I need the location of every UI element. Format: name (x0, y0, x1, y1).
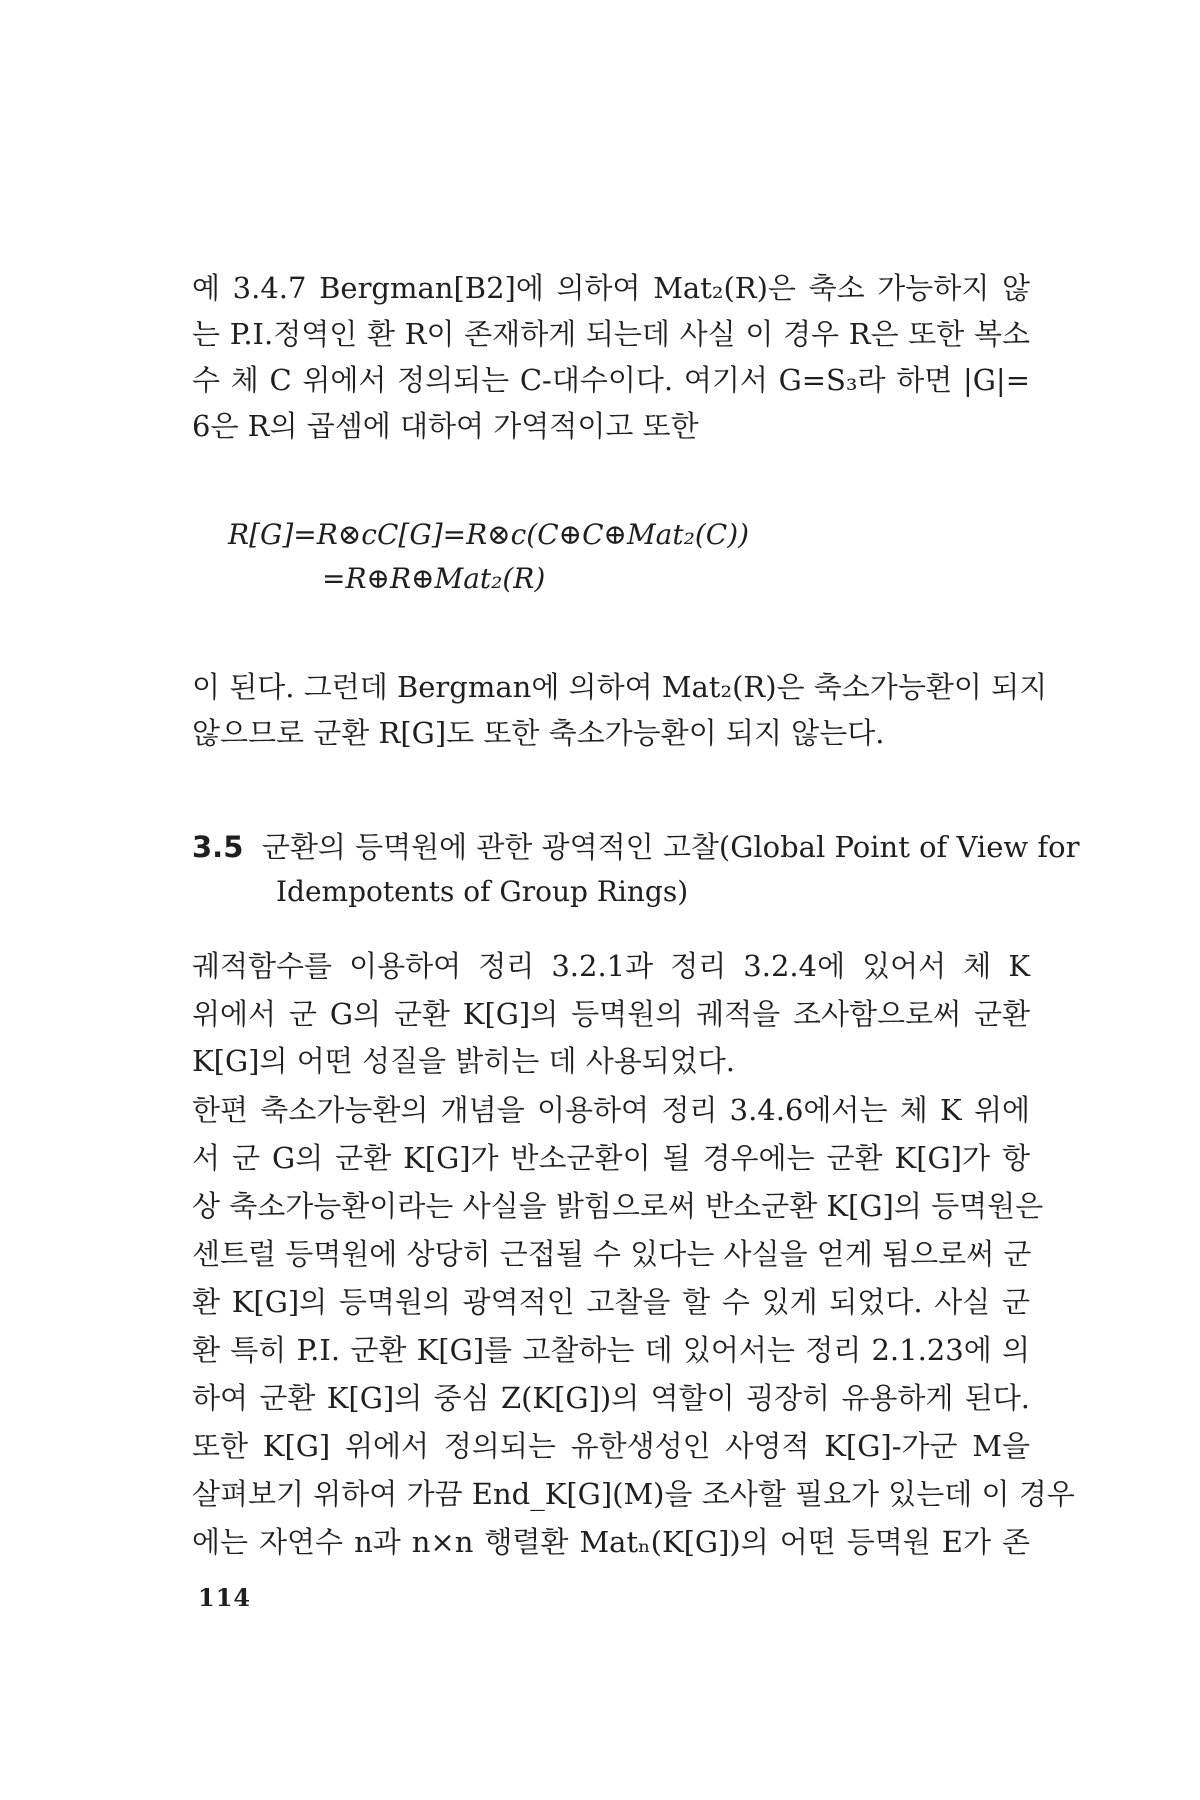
example-line-2: 는 P.I.정역인 환 R이 존재하게 되는데 사실 이 경우 R은 또한 복소 (192, 317, 1030, 351)
paragraph-2-line-8: 또한 K[G] 위에서 정의되는 유한생성인 사영적 K[G]-가군 M을 (192, 1429, 1030, 1463)
paragraph-2-line-3: 상 축소가능환이라는 사실을 밝힘으로써 반소군환 K[G]의 등멱원은 (192, 1189, 1044, 1223)
paragraph-2-line-7: 하여 군환 K[G]의 중심 Z(K[G])의 역할이 굉장히 유용하게 된다. (192, 1381, 1030, 1415)
equation-line-1: R[G]=R⊗cC[G]=R⊗c(C⊕C⊕Mat₂(C)) (228, 518, 750, 551)
paragraph-2-line-10: 에는 자연수 n과 n×n 행렬환 Matₙ(K[G])의 어떤 등멱원 E가 존 (192, 1525, 1030, 1559)
section-title-line-2: Idempotents of Group Rings) (276, 875, 689, 908)
example-line-3: 수 체 C 위에서 정의되는 C-대수이다. 여기서 G=S₃라 하면 |G|= (192, 363, 1030, 397)
paragraph-2-line-6: 환 특히 P.I. 군환 K[G]를 고찰하는 데 있어서는 정리 2.1.23에 의 (192, 1333, 1030, 1367)
page-number: 114 (198, 1583, 252, 1612)
paragraph-2-line-9: 살펴보기 위하여 가끔 End_K[G](M)을 조사할 필요가 있는데 이 경우 (192, 1477, 1075, 1511)
section-number: 3.5 (192, 830, 244, 864)
example-line-4: 6은 R의 곱셈에 대하여 가역적이고 또한 (192, 409, 699, 443)
section-heading-line-1 (192, 826, 1080, 868)
example-line-1: 예 3.4.7 Bergman[B2]에 의하여 Mat₂(R)은 축소 가능하지 않 (192, 271, 1030, 305)
paragraph-1-line-1: 궤적함수를 이용하여 정리 3.2.1과 정리 3.2.4에 있어서 체 K (192, 949, 1030, 983)
post-equation-line-2: 않으므로 군환 R[G]도 또한 축소가능환이 되지 않는다. (192, 716, 885, 750)
equation-line-2: =R⊕R⊕Mat₂(R) (322, 562, 546, 595)
post-equation-line-1: 이 된다. 그런데 Bergman에 의하여 Mat₂(R)은 축소가능환이 되지 (192, 670, 1048, 704)
paragraph-2-line-4: 센트럴 등멱원에 상당히 근접될 수 있다는 사실을 얻게 됨으로써 군 (192, 1237, 1032, 1271)
paragraph-1-line-3: K[G]의 어떤 성질을 밝히는 데 사용되었다. (192, 1044, 735, 1078)
section-title-line-1: 군환의 등멱원에 관한 광역적인 고찰(Global Point of View for (261, 830, 1080, 864)
paragraph-1-line-2: 위에서 군 G의 군환 K[G]의 등멱원의 궤적을 조사함으로써 군환 (192, 997, 1030, 1031)
paragraph-2-line-2: 서 군 G의 군환 K[G]가 반소군환이 될 경우에는 군환 K[G]가 항 (192, 1141, 1030, 1175)
paragraph-2-line-1: 한편 축소가능환의 개념을 이용하여 정리 3.4.6에서는 체 K 위에 (192, 1093, 1030, 1127)
paragraph-2-line-5: 환 K[G]의 등멱원의 광역적인 고찰을 할 수 있게 되었다. 사실 군 (192, 1285, 1030, 1319)
